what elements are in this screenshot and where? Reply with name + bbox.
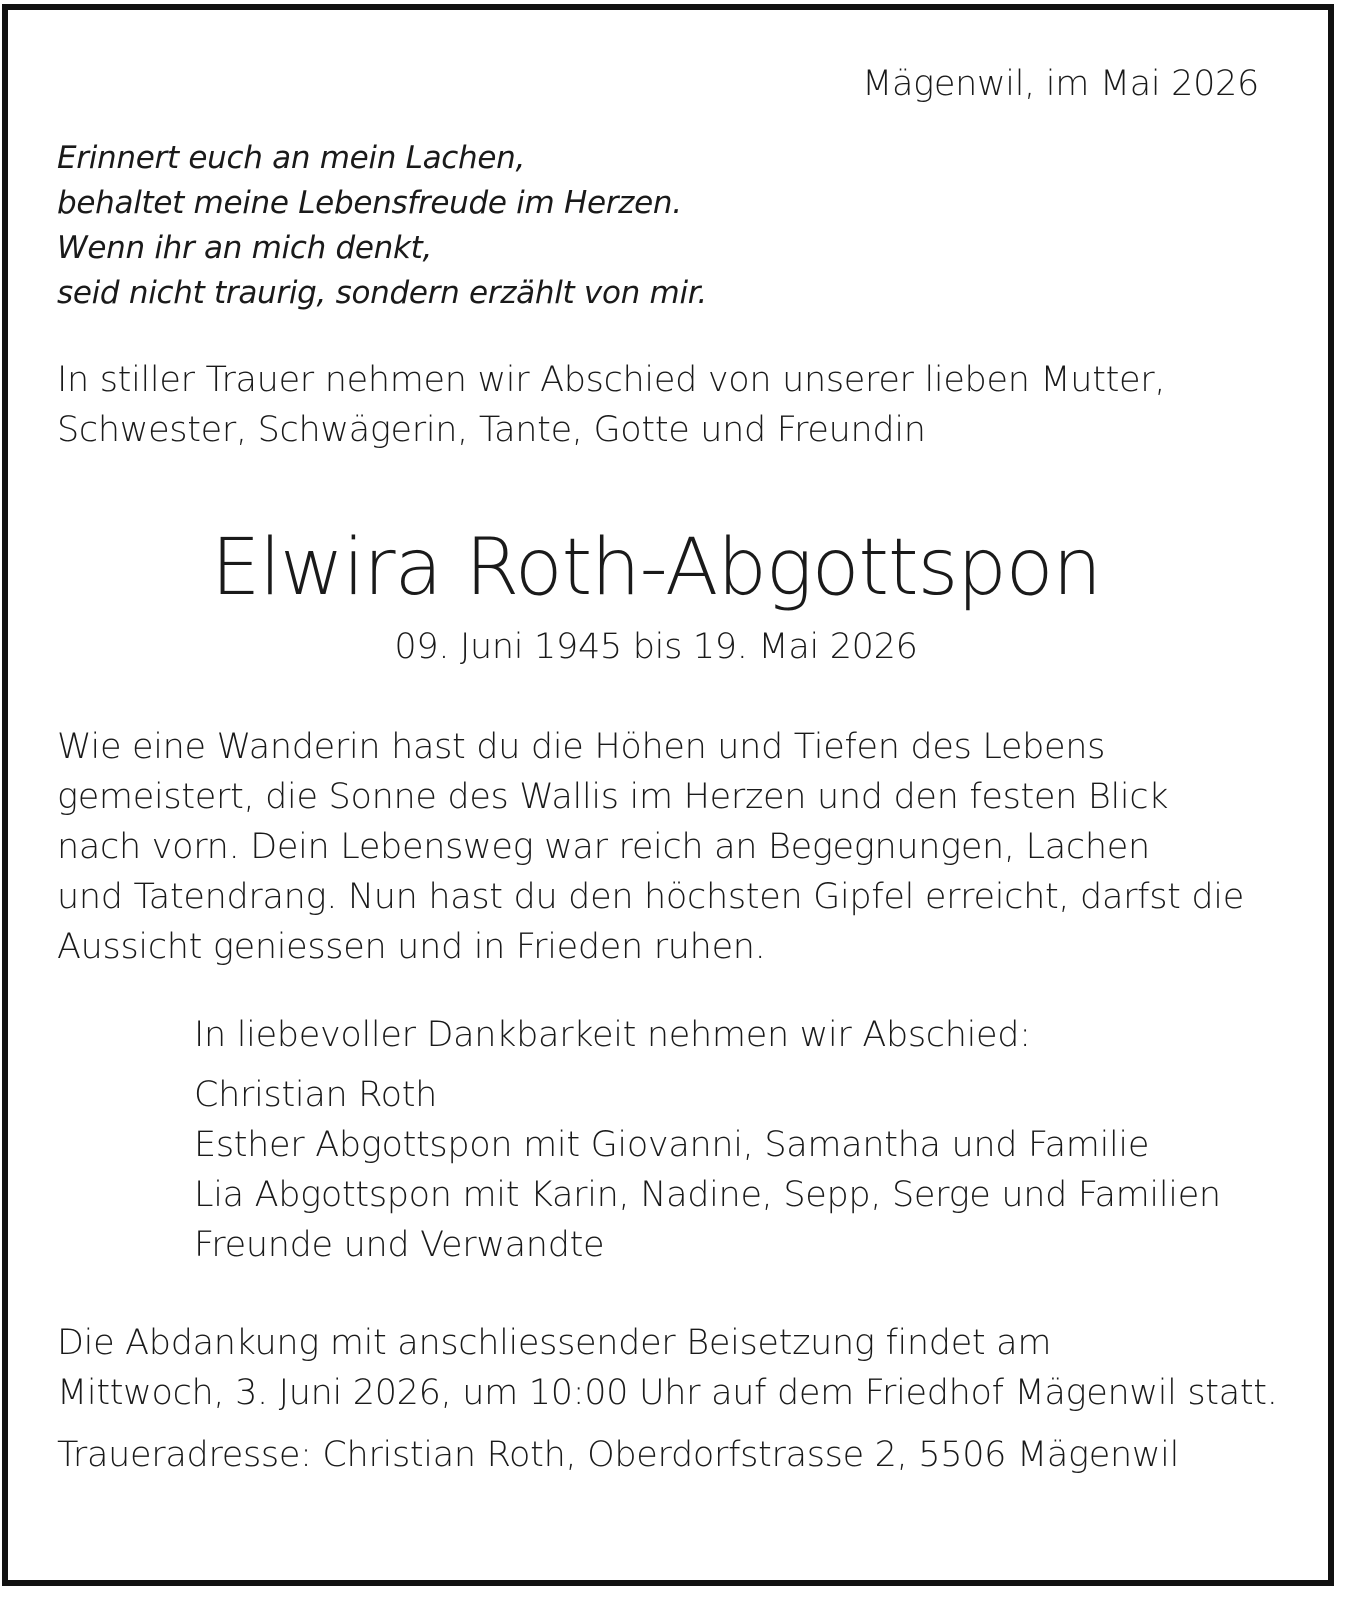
- family-heading: In liebevoller Dankbarkeit nehmen wir Abschied:: [194, 1015, 1031, 1055]
- intro-text: [57, 355, 1165, 455]
- intro-line: In stiller Trauer nehmen wir Abschied von unserer lieben Mutter,: [57, 360, 1166, 400]
- tribute-line: gemeistert, die Sonne des Wallis im Herzen und den festen Blick: [57, 777, 1169, 817]
- intro-line: Schwester, Schwägerin, Tante, Gotte und Freundin: [57, 410, 926, 450]
- life-dates: 09. Juni 1945 bis 19. Mai 2026: [394, 627, 918, 667]
- service-info: [57, 1318, 1278, 1418]
- family-member: Lia Abgottspon mit Karin, Nadine, Sepp, Serge und Familien: [194, 1175, 1221, 1215]
- service-line: Die Abdankung mit anschliessender Beisetzung findet am: [57, 1323, 1052, 1363]
- tribute-text: [57, 722, 1244, 972]
- tribute-line: Wie eine Wanderin hast du die Höhen und Tiefen des Lebens: [57, 727, 1106, 767]
- poem-line: seid nicht traurig, sondern erzählt von mir.: [57, 275, 707, 311]
- family-list: [194, 1070, 1221, 1270]
- service-line: Mittwoch, 3. Juni 2026, um 10:00 Uhr auf dem Friedhof Mägenwil statt.: [57, 1373, 1278, 1413]
- family-member: Christian Roth: [194, 1075, 438, 1115]
- family-member: Esther Abgottspon mit Giovanni, Samantha und Familie: [194, 1125, 1150, 1165]
- tribute-line: Aussicht geniessen und in Frieden ruhen.: [57, 927, 766, 967]
- tribute-line: nach vorn. Dein Lebensweg war reich an Begegnungen, Lachen: [57, 827, 1150, 867]
- poem: [57, 136, 707, 316]
- place-date: Mägenwil, im Mai 2026: [862, 64, 1259, 104]
- tribute-line: und Tatendrang. Nun hast du den höchsten Gipfel erreicht, darfst die: [57, 877, 1244, 917]
- poem-line: Wenn ihr an mich denkt,: [57, 230, 433, 266]
- mourning-address: Traueradresse: Christian Roth, Oberdorfstrasse 2, 5506 Mägenwil: [57, 1435, 1180, 1475]
- poem-line: behaltet meine Lebensfreude im Herzen.: [57, 185, 682, 221]
- family-member: Freunde und Verwandte: [194, 1225, 605, 1265]
- poem-line: Erinnert euch an mein Lachen,: [57, 140, 526, 176]
- deceased-name: Elwira Roth-Abgottspon: [211, 523, 1101, 613]
